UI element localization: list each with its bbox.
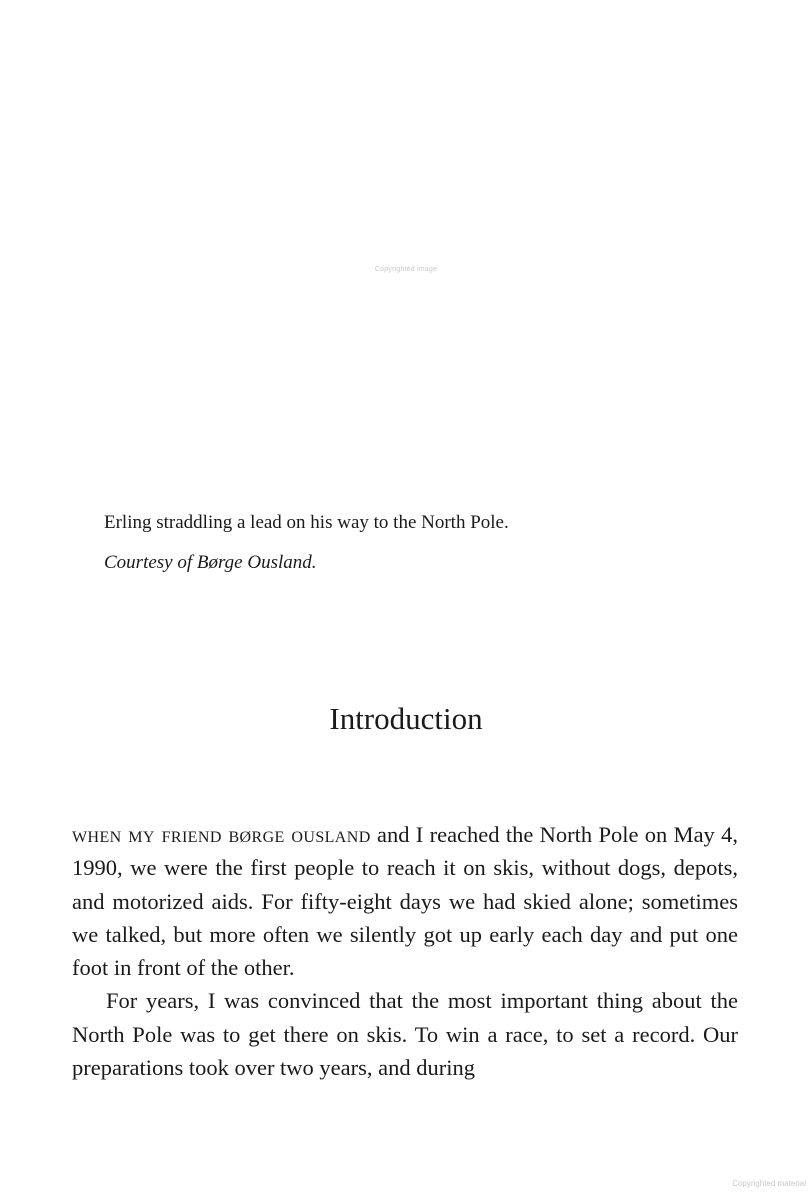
figure-caption: Erling straddling a lead on his way to the North Pole. bbox=[104, 512, 509, 533]
paragraph-1-text: and I reached the North Pole on May 4, 1990, we were the first people to reach it on skis, without dogs, depots, and motorized aids. For fifty-eight days we had skied alone; sometimes we talked, but more often we silently got up early each day and put one foot in front of the other. bbox=[72, 822, 738, 981]
copyrighted-image-placeholder: Copyrighted image bbox=[374, 266, 438, 273]
paragraph-1 bbox=[72, 818, 738, 984]
body-text bbox=[72, 818, 738, 1084]
lead-in-smallcaps: when my friend børge ousland bbox=[72, 822, 371, 847]
figure-credit: Courtesy of Børge Ousland. bbox=[104, 552, 317, 573]
copyright-footer-note: Copyrighted material bbox=[732, 1179, 806, 1188]
chapter-title: Introduction bbox=[329, 701, 483, 736]
paragraph-2: For years, I was convinced that the most important thing about the North Pole was to get there on skis. To win a race, to set a record. Our preparations took over two years, and during bbox=[72, 988, 738, 1081]
